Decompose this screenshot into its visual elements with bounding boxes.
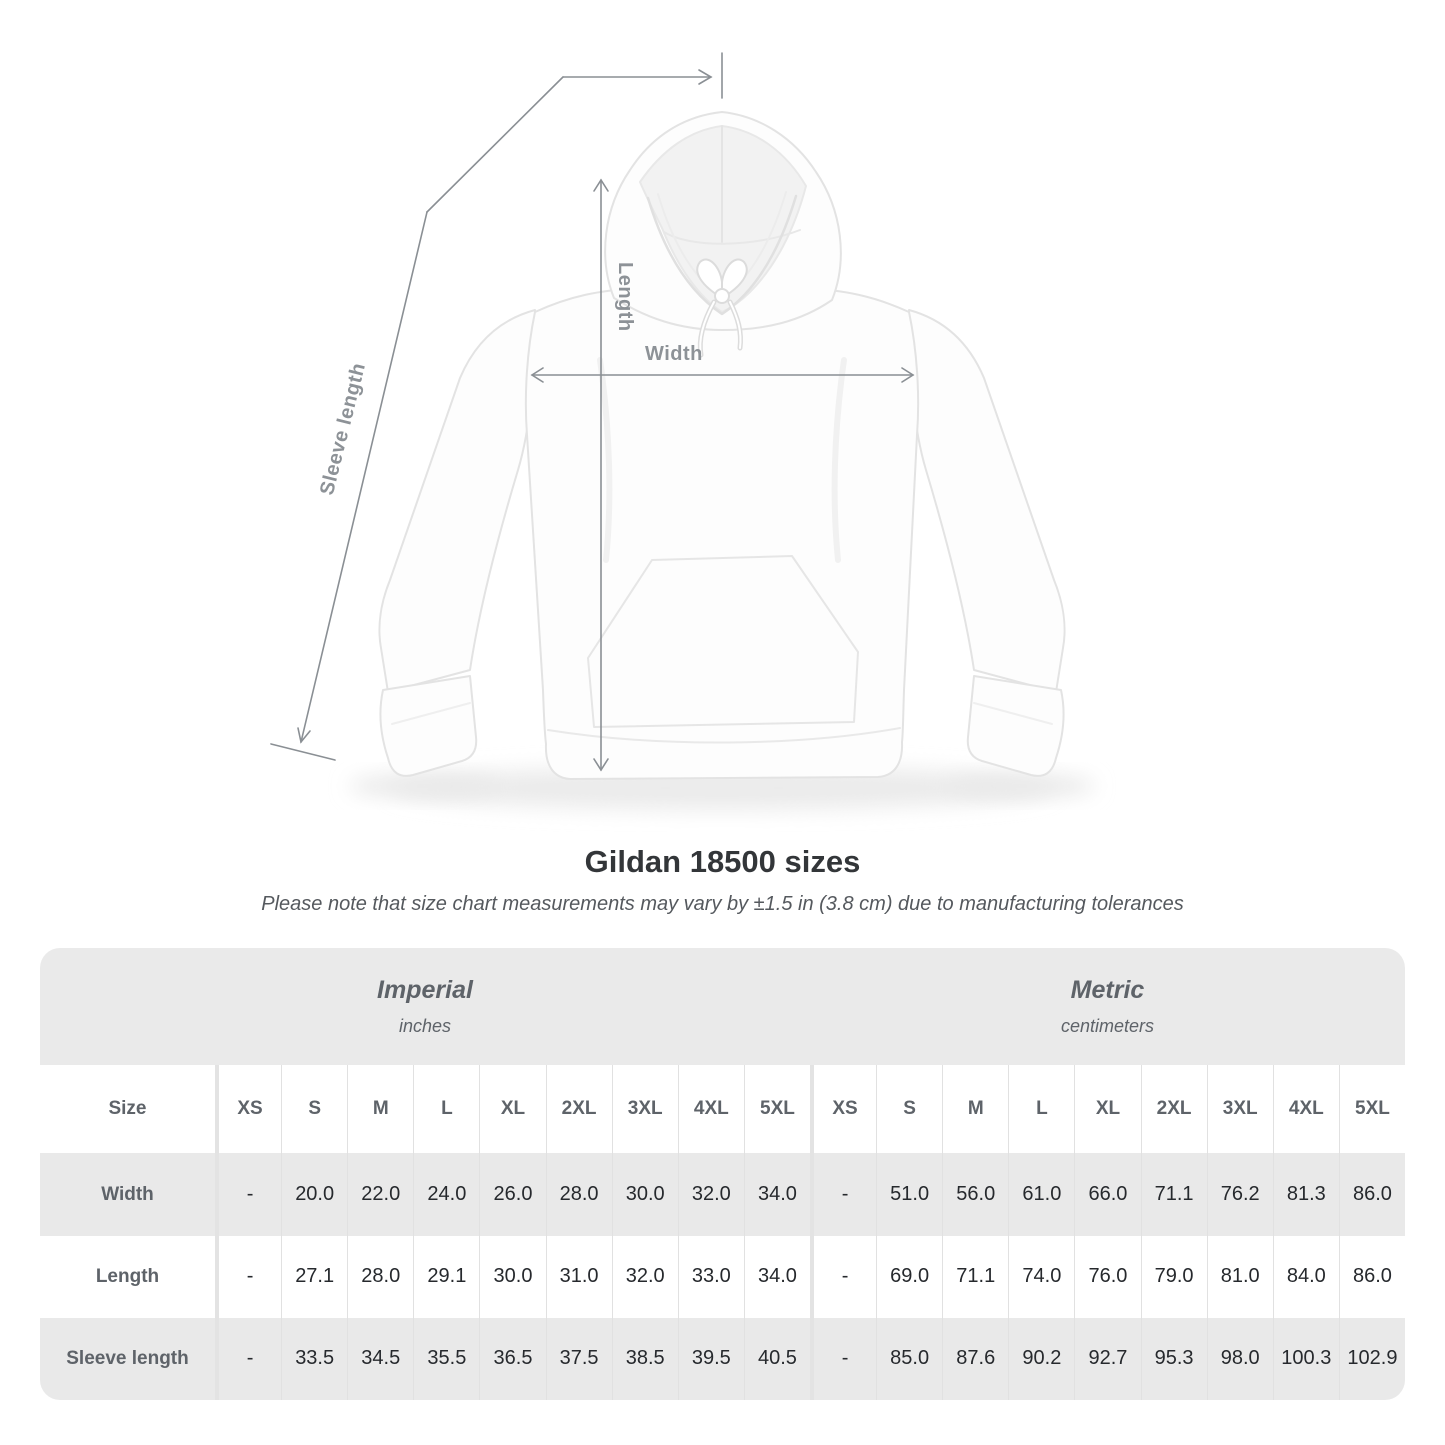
hoodie-garment [379,112,1064,779]
sleeve-length-measure-label: Sleeve length [316,360,371,498]
measurement-value: 85.0 [876,1318,942,1400]
measurement-value: 40.5 [744,1318,810,1400]
imperial-group-header [40,948,810,1065]
measurement-value: 30.0 [479,1236,545,1318]
metric-unit: centimeters [1060,1016,1155,1037]
row-label: Sleeve length [40,1318,215,1400]
measurement-value: 95.3 [1141,1318,1207,1400]
measurement-value: 29.1 [413,1236,479,1318]
measurement-value: 86.0 [1339,1153,1405,1235]
row-label: Length [40,1236,215,1318]
measurement-value: 30.0 [612,1153,678,1235]
measurement-value: 92.7 [1074,1318,1140,1400]
measurement-value: 69.0 [876,1236,942,1318]
measurement-value: 98.0 [1207,1318,1273,1400]
size-header: XS [215,1065,281,1153]
size-header: M [942,1065,1008,1153]
size-header: L [413,1065,479,1153]
size-header: L [1008,1065,1074,1153]
size-header: 2XL [546,1065,612,1153]
measurement-value: 26.0 [479,1153,545,1235]
measurement-value: 27.1 [281,1236,347,1318]
size-header: XS [810,1065,876,1153]
measurement-value: 32.0 [678,1153,744,1235]
size-header: 3XL [1207,1065,1273,1153]
size-header: 5XL [744,1065,810,1153]
measurement-value: 35.5 [413,1318,479,1400]
measurement-value: 66.0 [1074,1153,1140,1235]
measurement-value: 81.3 [1273,1153,1339,1235]
metric-group-header [810,948,1405,1065]
measurement-value: 100.3 [1273,1318,1339,1400]
metric-label: Metric [1070,976,1145,1005]
size-column-header: Size [108,1098,147,1120]
size-header: S [876,1065,942,1153]
tolerance-note: Please note that size chart measurements may vary by ±1.5 in (3.8 cm) due to manufacturing tolerances [261,893,1184,915]
size-header-row [40,1065,1405,1153]
length-row [40,1236,1405,1318]
measurement-value: 51.0 [876,1153,942,1235]
measurement-value: 33.5 [281,1318,347,1400]
measurement-value: 34.5 [347,1318,413,1400]
size-header: 3XL [612,1065,678,1153]
measurement-value: - [215,1236,281,1318]
size-header: XL [1074,1065,1140,1153]
size-header: 4XL [678,1065,744,1153]
size-header: 5XL [1339,1065,1405,1153]
measurement-value: 22.0 [347,1153,413,1235]
size-header: 4XL [1273,1065,1339,1153]
measurement-value: - [215,1318,281,1400]
measurement-value: 74.0 [1008,1236,1074,1318]
size-chart-table [40,948,1405,1400]
measurement-value: 38.5 [612,1318,678,1400]
measurement-value: 28.0 [347,1236,413,1318]
sleeve-length-row [40,1318,1405,1400]
measurement-value: 56.0 [942,1153,1008,1235]
measurement-value: 20.0 [281,1153,347,1235]
length-measure-label: Length [614,262,636,332]
size-chart-table-container [40,948,1405,1400]
row-label: Width [40,1153,215,1235]
width-row [40,1153,1405,1235]
measurement-value: 81.0 [1207,1236,1273,1318]
imperial-unit: inches [398,1016,451,1037]
measurement-value: 76.2 [1207,1153,1273,1235]
size-header: XL [479,1065,545,1153]
measurement-value: 32.0 [612,1236,678,1318]
measurement-value: 87.6 [942,1318,1008,1400]
measurement-value: 76.0 [1074,1236,1140,1318]
measurement-value: 61.0 [1008,1153,1074,1235]
measurement-value: - [810,1318,876,1400]
imperial-label: Imperial [377,976,473,1005]
size-header: M [347,1065,413,1153]
measurement-value: 84.0 [1273,1236,1339,1318]
measurement-value: 28.0 [546,1153,612,1235]
measurement-value: 33.0 [678,1236,744,1318]
measurement-value: 34.0 [744,1153,810,1235]
size-header: 2XL [1141,1065,1207,1153]
measurement-value: 24.0 [413,1153,479,1235]
measurement-value: - [810,1236,876,1318]
measurement-value: 86.0 [1339,1236,1405,1318]
unit-group-row [40,948,1405,1065]
measurement-value: - [810,1153,876,1235]
measurement-value: - [215,1153,281,1235]
page-title: Gildan 18500 sizes [584,844,861,879]
measurement-value: 71.1 [1141,1153,1207,1235]
measurement-value: 71.1 [942,1236,1008,1318]
measurement-value: 90.2 [1008,1318,1074,1400]
measurement-value: 39.5 [678,1318,744,1400]
measurement-value: 102.9 [1339,1318,1405,1400]
width-measure-label: Width [645,343,703,365]
measurement-value: 36.5 [479,1318,545,1400]
measurement-value: 37.5 [546,1318,612,1400]
measurement-value: 79.0 [1141,1236,1207,1318]
measurement-value: 31.0 [546,1236,612,1318]
measurement-value: 34.0 [744,1236,810,1318]
size-header: S [281,1065,347,1153]
